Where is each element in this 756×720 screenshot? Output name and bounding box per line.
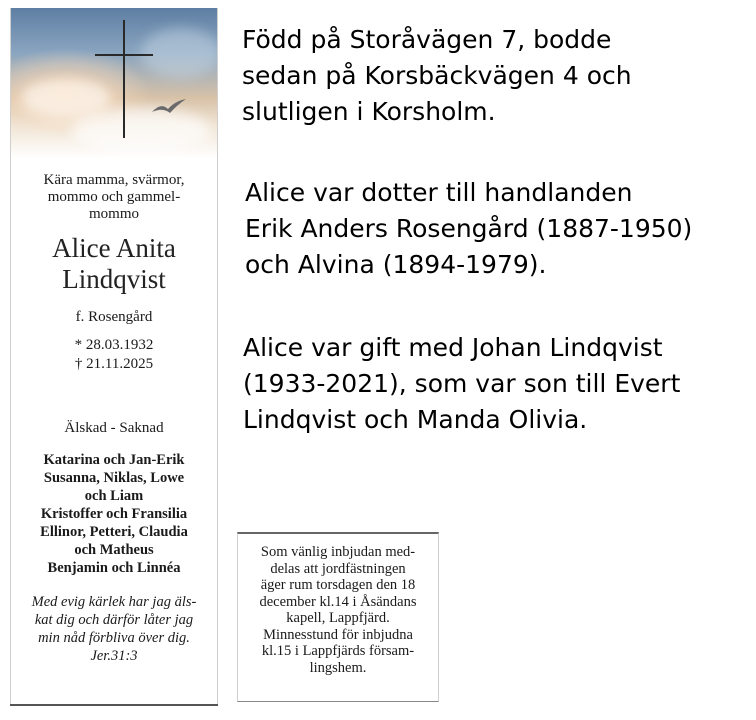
cross-icon bbox=[123, 20, 125, 138]
paragraph-parents: Alice var dotter till handlanden Erik Anders Rosengård (1887-1950) och Alvina (1894-1979). bbox=[245, 178, 693, 279]
notice-bottom-rule bbox=[10, 704, 218, 706]
funeral-info-box bbox=[237, 532, 439, 702]
bird-icon bbox=[151, 98, 187, 116]
paragraph-residence: Född på Storåvägen 7, bodde sedan på Korsbäckvägen 4 och slutligen i Korsholm. bbox=[242, 25, 632, 126]
obituary-notice bbox=[10, 8, 218, 706]
paragraph-marriage: Alice var gift med Johan Lindqvist (1933-2021), som var son till Evert Lindqvist och Manda Olivia. bbox=[243, 333, 681, 434]
sky-image bbox=[11, 8, 217, 158]
bible-verse: Med evig kärlek har jag äls- kat dig och därför låter jag min nåd förbliva över dig. Jer.31:3 bbox=[31, 594, 197, 664]
cross-bar bbox=[95, 54, 153, 56]
deceased-name: Alice Anita Lindqvist bbox=[52, 233, 176, 294]
life-dates bbox=[11, 336, 217, 374]
death-date: † 21.11.2025 bbox=[74, 356, 154, 372]
notice-intro: Kära mamma, svärmor, mommo och gammel- mommo bbox=[43, 172, 185, 222]
family-list: Katarina och Jan-Erik Susanna, Niklas, Lowe och Liam Kristoffer och Fransilia Ellinor, Petteri, Claudia och Matheus Benjamin och Linnéa bbox=[40, 452, 188, 576]
maiden-name: f. Rosengård bbox=[75, 309, 153, 325]
funeral-text: Som vänlig inbjudan med- delas att jordfästningen äger rum torsdagen den 18 december kl.14 i Åsändans kapell, Lappfjärd. Minnesstund för inbjudna kl.15 i Lappfjärds försam- lingshem. bbox=[259, 544, 417, 676]
birth-date: * 28.03.1932 bbox=[74, 337, 154, 353]
motto: Älskad - Saknad bbox=[64, 420, 164, 436]
